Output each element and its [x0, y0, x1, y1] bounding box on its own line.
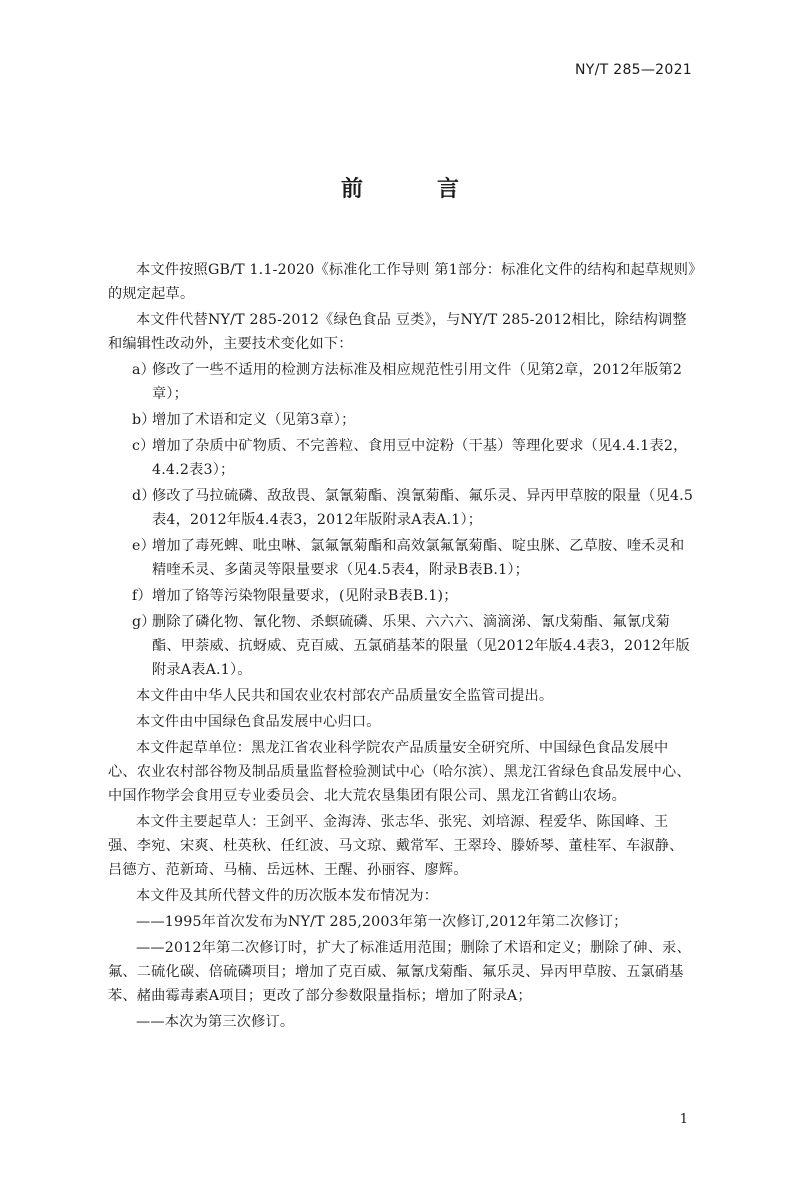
list-item — [108, 584, 696, 608]
list-item-text: 删除了磷化物、氰化物、杀螟硫磷、乐果、六六六、滴滴涕、氰戊菊酯、氟氰戊菊酯、甲萘威、抗蚜威、克百威、五氯硝基苯的限量（见2012年版4.4表3，2012年版附录A表A.1）。 — [152, 614, 690, 678]
list-item-text: 增加了铬等污染物限量要求，(见附录B表B.1)； — [152, 588, 458, 604]
list-item-text: 修改了马拉硫磷、敌敌畏、氯氰菊酯、溴氰菊酯、氟乐灵、异丙甲草胺的限量（见4.5表4，2012年版4.4表3，2012年版附录A表A.1）； — [152, 488, 694, 528]
proposer-statement: 本文件由中华人民共和国农业农村部农产品质量安全监管司提出。 — [136, 688, 554, 704]
page-title: 前 言 — [340, 177, 485, 202]
intro-paragraph: 本文件按照GB/T 1.1-2020《标准化工作导则 第1部分：标准化文件的结构和起草规则》的规定起草。 — [108, 262, 696, 302]
list-item-text: 修改了一些不适用的检测方法标准及相应规范性引用文件（见第2章，2012年版第2章）； — [152, 362, 683, 402]
history-intro: 本文件及其所代替文件的历次版本发布情况为： — [136, 888, 439, 904]
history-list — [108, 910, 696, 1034]
list-item — [108, 358, 696, 406]
list-marker: e） — [132, 538, 155, 554]
changes-list — [108, 358, 696, 682]
list-item — [108, 534, 696, 582]
list-marker: d） — [132, 488, 156, 504]
drafters: 本文件主要起草人：王剑平、金海涛、张志华、张宪、刘培源、程爱华、陈国峰、王强、李宛、宋爽、杜英秋、任红波、马文琼、戴常军、王翠玲、滕娇琴、董桂军、车淑静、吕德方、范新琦、马楠、岳远林、王醒、孙丽容、廖辉。 — [108, 814, 684, 878]
list-item-text: 增加了杂质中矿物质、不完善粒、食用豆中淀粉（干基）等理化要求（见4.4.1表2，4.4.2表3）； — [152, 438, 688, 478]
list-marker: a） — [132, 362, 156, 378]
list-item — [108, 408, 696, 432]
foreword-body — [108, 258, 696, 1036]
list-marker: c） — [132, 438, 155, 454]
list-item-text: 增加了毒死蜱、吡虫啉、氯氟氰菊酯和高效氯氟氰菊酯、啶虫脒、乙草胺、喹禾灵和精喹禾灵、多菌灵等限量要求（见4.5表4，附录B表B.1）； — [152, 538, 685, 578]
list-marker: f） — [132, 588, 152, 604]
history-item: ——2012年第二次修订时，扩大了标准适用范围；删除了术语和定义；删除了砷、汞、氟、二硫化碳、倍硫磷项目；增加了克百威、氟氰戊菊酯、氟乐灵、异丙甲草胺、五氯硝基苯、赭曲霉毒素A项目；更改了部分参数限量指标；增加了附录A； — [108, 940, 691, 1004]
list-item-text: 增加了术语和定义（见第3章）； — [152, 412, 356, 428]
list-marker: g） — [132, 614, 156, 630]
history-item: ——1995年首次发布为NY/T 285,2003年第一次修订,2012年第二次修订； — [136, 914, 628, 930]
list-marker: b） — [132, 412, 156, 428]
history-item: ——本次为第三次修订。 — [136, 1014, 295, 1030]
list-item — [108, 434, 696, 482]
standard-code: NY/T 285—2021 — [575, 62, 692, 78]
intro-paragraph: 本文件代替NY/T 285-2012《绿色食品 豆类》，与NY/T 285-2012相比，除结构调整和编辑性改动外，主要技术变化如下： — [108, 312, 687, 352]
administrator-statement: 本文件由中国绿色食品发展中心归口。 — [136, 714, 381, 730]
drafting-units: 本文件起草单位：黑龙江省农业科学院农产品质量安全研究所、中国绿色食品发展中心、农业农村部谷物及制品质量监督检验测试中心（哈尔滨）、黑龙江省绿色食品发展中心、中国作物学会食用豆专业委员会、北大荒农垦集团有限公司、黑龙江省鹤山农场。 — [108, 740, 691, 804]
list-item — [108, 610, 696, 682]
page-number: 1 — [679, 1112, 688, 1127]
list-item — [108, 484, 696, 532]
